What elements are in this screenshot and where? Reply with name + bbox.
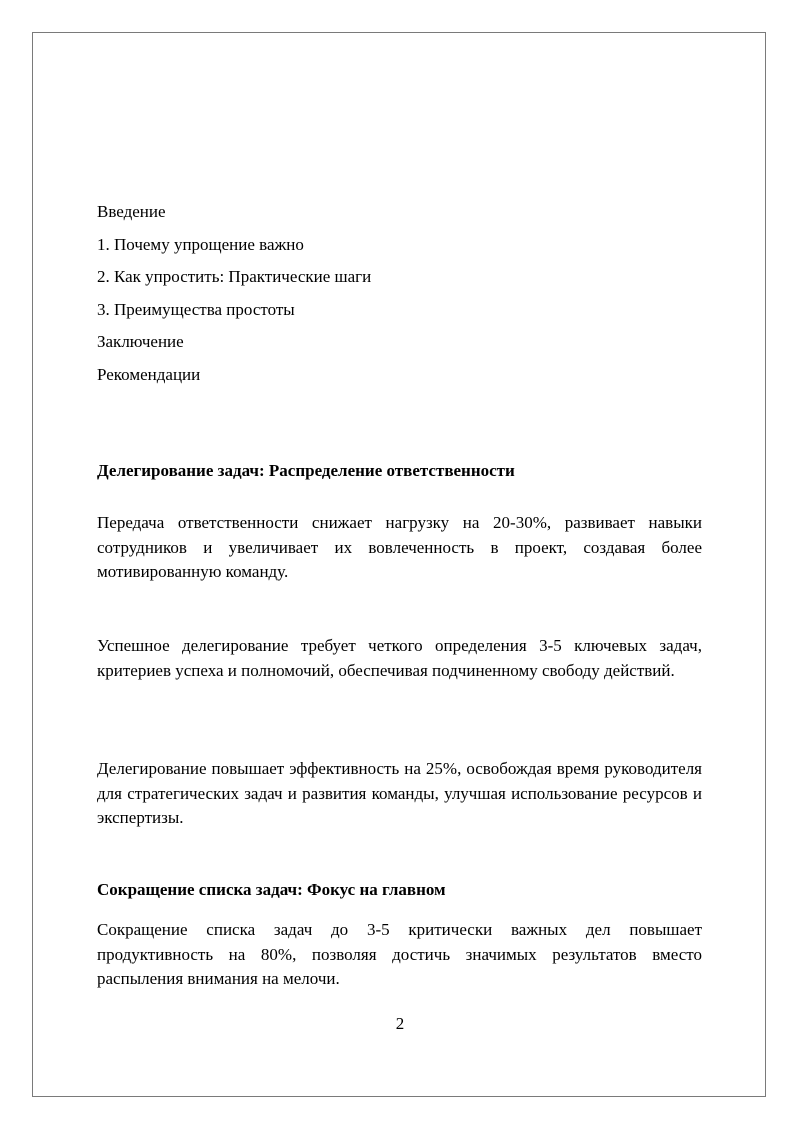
section-heading-delegation: Делегирование задач: Распределение ответственности <box>97 461 515 480</box>
toc-item-benefits: 3. Преимущества простоты <box>97 299 295 319</box>
toc-item-how-to-simplify: 2. Как упростить: Практические шаги <box>97 267 372 286</box>
toc-item-conclusion: Заключение <box>97 332 184 351</box>
table-of-contents <box>97 201 702 396</box>
section-heading-reduction: Сокращение списка задач: Фокус на главном <box>97 880 446 899</box>
toc-item-why-simplify: 1. Почему упрощение важно <box>97 234 304 254</box>
toc-item-introduction: Введение <box>97 202 166 221</box>
paragraph-reduction-1: Сокращение списка задач до 3-5 критически важных дел повышает продуктивность на 80%, позволяя достичь значимых результатов вместо распыления внимания на мелочи. <box>97 920 702 988</box>
paragraph-delegation-1: Передача ответственности снижает нагрузку на 20-30%, развивает навыки сотрудников и увеличивает их вовлеченность в проект, создавая более мотивированную команду. <box>97 513 702 581</box>
paragraph-delegation-3: Делегирование повышает эффективность на 25%, освобождая время руководителя для стратегических задач и развития команды, улучшая использование ресурсов и экспертизы. <box>97 759 702 827</box>
toc-item-recommendations: Рекомендации <box>97 364 201 384</box>
page-number: 2 <box>395 1014 405 1033</box>
paragraph-delegation-2: Успешное делегирование требует четкого определения 3-5 ключевых задач, критериев успеха и полномочий, обеспечивая подчиненному свободу действий. <box>97 636 702 680</box>
